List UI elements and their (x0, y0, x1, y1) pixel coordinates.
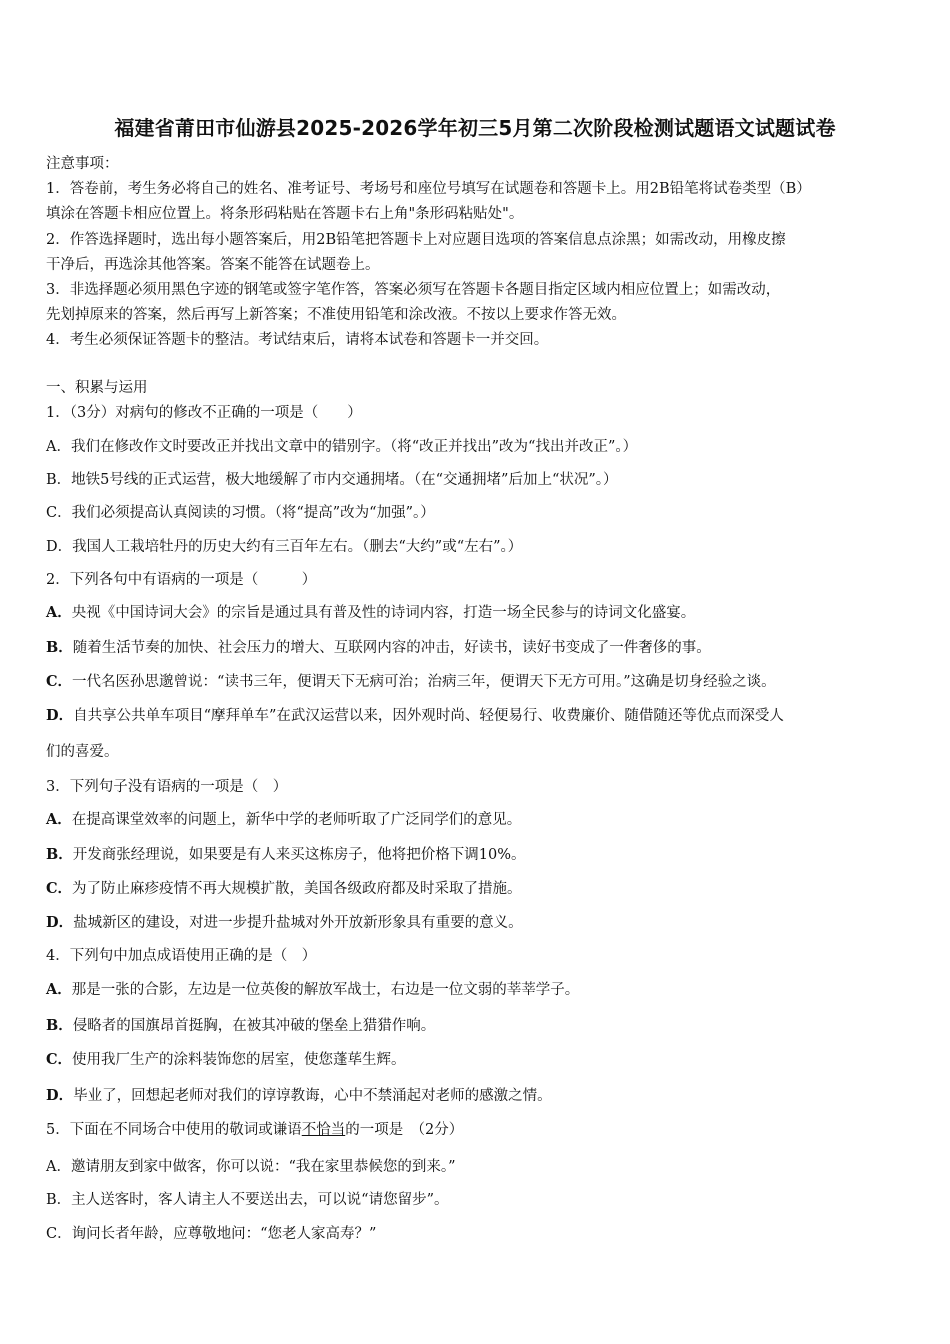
option-letter: A． (46, 604, 72, 621)
option-text: 毕业了，回想起老师对我们的谆谆教诲，心中不禁涌起对老师的感激之情。 (73, 1088, 552, 1104)
option-text: 在提高课堂效率的问题上，新华中学的老师听取了广泛同学们的意见。 (71, 812, 522, 828)
option-text: 侵略者的国旗昂首挺胸，在被其冲破的堡垒上猎猎作响。 (72, 1018, 436, 1034)
question-2-option-c (46, 670, 776, 691)
option-text: 开发商张经理说，如果要是有人来买这栋房子，他将把价格下调10%。 (72, 847, 526, 863)
question-2-option-d-line-1 (46, 704, 784, 725)
question-3-stem: 3．下列句子没有语病的一项是（ ） (46, 779, 288, 795)
option-letter: C． (46, 673, 73, 690)
notice-line-2: 填涂在答题卡相应位置上。将条形码粘贴在答题卡右上角"条形码粘贴处"。 (46, 206, 524, 222)
question-3-option-a (46, 808, 521, 829)
question-1-option-b: B．地铁5号线的正式运营，极大地缓解了市内交通拥堵。（在“交通拥堵”后加上“状况”。） (46, 472, 618, 488)
question-3-option-d (46, 911, 523, 932)
notice-line-7: 4．考生必须保证答题卡的整洁。考试结束后，请将本试卷和答题卡一并交回。 (46, 332, 549, 348)
option-letter: D． (46, 914, 74, 931)
notice-line-6: 先划掉原来的答案，然后再写上新答案；不准使用铅笔和涂改液。不按以上要求作答无效。 (46, 307, 626, 323)
notice-line-3: 2．作答选择题时，选出每小题答案后，用2B铅笔把答题卡上对应题目选项的答案信息点涂黑；如需改动，用橡皮擦 (46, 232, 786, 248)
section-heading: 一、积累与运用 (46, 380, 148, 396)
question-5-stem (46, 1118, 463, 1139)
question-5-stem-underlined: 不恰当 (301, 1122, 346, 1138)
option-text: 随着生活节奏的加快、社会压力的增大、互联网内容的冲击，好读书，读好书变成了一件奢侈的事。 (72, 640, 711, 656)
option-text: 为了防止麻疹疫情不再大规模扩散，美国各级政府都及时采取了措施。 (72, 881, 522, 897)
question-1-option-a: A．我们在修改作文时要改正并找出文章中的错别字。（将“改正并找出”改为“找出并改正”。） (46, 439, 638, 455)
question-2-stem: 2．下列各句中有语病的一项是（ ） (46, 572, 317, 588)
option-text: 使用我厂生产的涂料装饰您的居室，使您蓬荜生辉。 (72, 1052, 406, 1068)
notice-heading: 注意事项： (46, 156, 119, 172)
option-letter: B． (46, 846, 73, 863)
exam-title: 福建省莆田市仙游县2025-2026学年初三5月第二次阶段检测试题语文试题试卷 (114, 116, 836, 140)
question-5-stem-suffix: 的一项是 （2分） (345, 1122, 464, 1138)
option-letter: A． (46, 981, 72, 998)
question-4-option-b (46, 1014, 435, 1035)
question-3-option-c (46, 877, 522, 898)
question-1-option-c: C．我们必须提高认真阅读的习惯。（将“提高”改为“加强”。） (46, 505, 435, 521)
question-5-option-a: A．邀请朋友到家中做客，你可以说：“我在家里恭候您的到来。” (46, 1159, 456, 1175)
question-5-stem-prefix: 5．下面在不同场合中使用的敬词或谦语 (46, 1122, 302, 1138)
question-1-option-d: D．我国人工栽培牡丹的历史大约有三百年左右。（删去“大约”或“左右”。） (46, 539, 523, 555)
option-text: 那是一张的合影，左边是一位英俊的解放军战士，右边是一位文弱的莘莘学子。 (71, 982, 580, 998)
notice-line-5: 3．非选择题必须用黑色字迹的钢笔或签字笔作答，答案必须写在答题卡各题目指定区域内相应位置上；如需改动， (46, 282, 781, 298)
option-text: 一代名医孙思邈曾说：“读书三年，便谓天下无病可治；治病三年，便谓天下无方可用。”这确是切身经验之谈。 (72, 674, 776, 690)
notice-line-4: 干净后，再选涂其他答案。答案不能答在试题卷上。 (46, 257, 380, 273)
option-letter: C． (46, 880, 73, 897)
option-letter: C． (46, 1051, 73, 1068)
question-4-stem: 4．下列句中加点成语使用正确的是（ ） (46, 948, 317, 964)
option-text: 自共享公共单车项目“摩拜单车”在武汉运营以来，因外观时尚、轻便易行、收费廉价、随借随还等优点而深受人 (73, 708, 784, 724)
question-2-option-a (46, 601, 695, 622)
question-4-option-a (46, 978, 579, 999)
question-4-option-d (46, 1084, 552, 1105)
question-2-option-d-line-2: 们的喜爱。 (46, 744, 119, 760)
question-5-option-b: B．主人送客时，客人请主人不要送出去，可以说“请您留步”。 (46, 1192, 449, 1208)
notice-line-1: 1．答卷前，考生务必将自己的姓名、准考证号、考场号和座位号填写在试题卷和答题卡上。用2B铅笔将试卷类型（B） (46, 181, 811, 197)
question-4-option-c (46, 1048, 406, 1069)
option-letter: B． (46, 639, 73, 656)
option-text: 央视《中国诗词大会》的宗旨是通过具有普及性的诗词内容，打造一场全民参与的诗词文化盛宴。 (71, 605, 696, 621)
option-letter: D． (46, 707, 74, 724)
option-letter: B． (46, 1017, 73, 1034)
option-text: 盐城新区的建设，对进一步提升盐城对外开放新形象具有重要的意义。 (73, 915, 523, 931)
question-2-option-b (46, 636, 711, 657)
question-3-option-b (46, 843, 526, 864)
option-letter: A． (46, 811, 72, 828)
option-letter: D． (46, 1087, 74, 1104)
question-5-option-c: C．询问长者年龄，应尊敬地问：“您老人家高寿？” (46, 1226, 377, 1242)
question-1-stem: 1．（3分）对病句的修改不正确的一项是（ ） (46, 405, 362, 421)
